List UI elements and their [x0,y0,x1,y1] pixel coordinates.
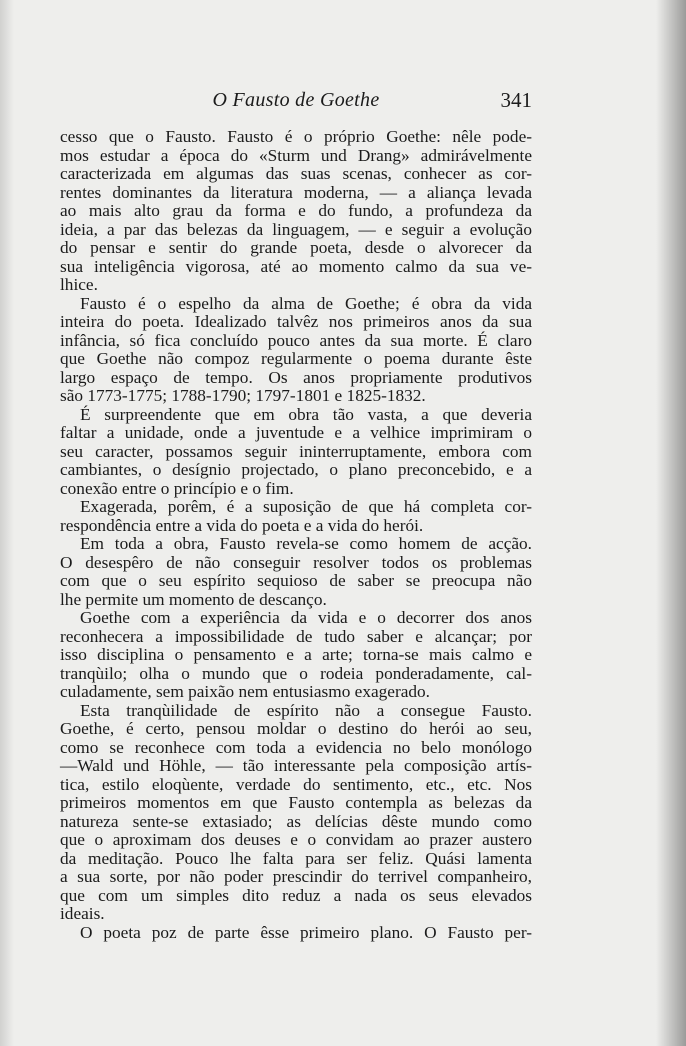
text-line: conexão entre o princípio e o fim. [60,478,294,498]
text-line: culadamente, sem paixão nem entusiasmo exagerado. [60,682,430,701]
text-line: respondência entre a vida do poeta e a vida do herói. [60,515,424,535]
text-line: Em toda a obra, Fausto revela-se como homem de acção. [80,534,532,553]
text-line: que o aproximam dos deuses e o convidam ao prazer austero [60,830,532,849]
text-line: isso disciplina o pensamento e a arte; torna-se mais calmo e [60,645,532,664]
body-text [60,128,532,942]
text-line: como se reconhece com toda a evidencia no belo monólogo [60,737,532,757]
text-line: largo espaço de tempo. Os anos propriamente produtivos [60,367,532,387]
text-line: Goethe, é certo, pensou moldar o destino do herói ao seu, [60,719,532,738]
text-line: É surpreendente que em obra tão vasta, a que deveria [80,404,532,424]
text-line: mos estudar a época do «Sturm und Drang» admirávelmente [60,145,532,165]
text-line: faltar a unidade, onde a juventude e a velhice imprimiram o [60,423,532,442]
text-line: O desespêro de não conseguir resolver todos os problemas [60,552,532,572]
text-line: que Goethe não compoz regularmente o poema durante êste [60,349,532,368]
text-line: infância, só fica concluído pouco antes da sua morte. É claro [60,330,532,350]
text-line: do pensar e sentir do grande poeta, desde o alvorecer da [60,238,532,257]
text-line: são 1773-1775; 1788-1790; 1797-1801 e 1825-1832. [60,386,426,405]
text-line: Fausto é o espelho da alma de Goethe; é obra da vida [80,293,532,313]
text-line: primeiros momentos em que Fausto contempla as belezas da [60,793,532,812]
text-line: O poeta poz de parte êsse primeiro plano. O Fausto per- [80,922,532,942]
text-line: inteira do poeta. Idealizado talvêz nos primeiros anos da sua [60,312,532,331]
text-line: cambiantes, o desígnio projectado, o plano preconcebido, e a [60,460,532,479]
text-line: caracterizada em algumas das suas scenas, conhecer as cor- [60,164,532,183]
text-line: lhe permite um momento de descanço. [60,589,327,609]
text-line: da meditação. Pouco lhe falta para ser feliz. Quási lamenta [60,848,532,868]
text-line: tranqùilo; olha o mundo que o rodeia ponderadamente, cal- [60,663,532,683]
text-line: seu caracter, possamos seguir ininterruptamente, embora com [60,441,532,461]
text-line: reconhecera a impossibilidade de tudo saber e alcançar; por [60,626,532,646]
page-number: 341 [500,88,532,112]
text-line: rentes dominantes da literatura moderna, — a aliança levada [60,182,532,202]
text-line: tica, estilo eloqùente, verdade do sentimento, etc., etc. Nos [60,774,532,794]
text-line: ao mais alto grau da forma e do fundo, a profundeza da [60,201,532,220]
text-line: a sua sorte, por não poder prescindir do terrivel companheiro, [60,867,532,886]
text-line: sua inteligência vigorosa, até ao momento calmo da sua ve- [60,256,532,276]
text-line: ideais. [60,904,105,923]
text-line: ideia, a par das belezas da linguagem, — e seguir a evolução [60,219,532,239]
text-line: com que o seu espírito sequioso de saber se preocupa não [60,571,532,590]
running-title: O Fausto de Goethe [212,89,380,111]
text-line: Exagerada, porêm, é a suposição de que há completa cor- [80,497,532,516]
text-line: —Wald und Höhle, — tão interessante pela composição artís- [60,756,532,775]
page-header [60,88,532,112]
text-line: que com um simples dito reduz a nada os seus elevados [60,885,532,905]
text-line: Esta tranqùilidade de espírito não a consegue Fausto. [80,700,532,720]
text-line: Goethe com a experiência da vida e o decorrer dos anos [80,608,532,627]
text-line: lhice. [60,275,98,294]
text-line: natureza sente-se extasiado; as delícias dêste mundo como [60,811,532,831]
text-line: cesso que o Fausto. Fausto é o próprio Goethe: nêle pode- [60,127,532,146]
